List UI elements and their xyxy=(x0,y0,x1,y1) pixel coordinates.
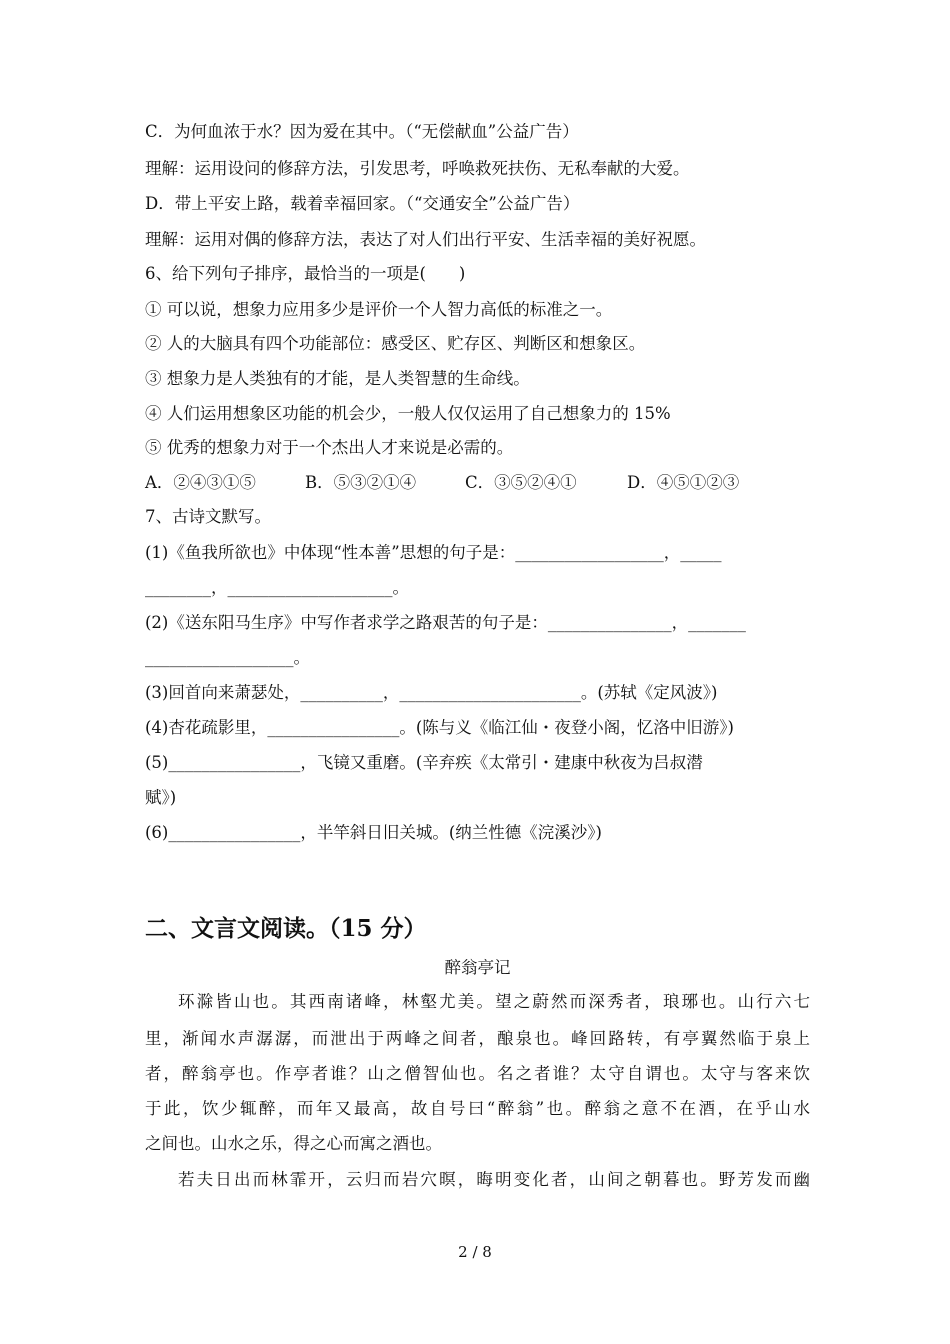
poem-fill-1a: (1)《鱼我所欲也》中体现“性本善”思想的句子是：__________________，_____ xyxy=(145,543,722,562)
question-7: 7、古诗文默写。 xyxy=(145,507,271,526)
option-c: C．为何血浓于水？因为爱在其中。（“无偿献血”公益广告） xyxy=(145,122,579,141)
passage-line: 若夫日出而林霏开，云归而岩穴暝，晦明变化者，山间之朝暮也。野芳发而幽 xyxy=(178,1170,810,1189)
sentence-4: ④ 人们运用想象区功能的机会少，一般人仅仅运用了自己想象力的 15% xyxy=(145,404,671,423)
sentence-5: ⑤ 优秀的想象力对于一个杰出人才来说是必需的。 xyxy=(145,438,514,457)
option-d-explanation: 理解：运用对偶的修辞方法，表达了对人们出行平安、生活幸福的美好祝愿。 xyxy=(145,230,706,249)
passage-line: 里，渐闻水声潺潺，而泄出于两峰之间者，酿泉也。峰回路转，有亭翼然临于泉上 xyxy=(145,1029,810,1048)
passage-line: 者，醉翁亭也。作亭者谁？山之僧智仙也。名之者谁？太守自谓也。太守与客来饮 xyxy=(145,1064,810,1083)
option-d: D．带上平安上路，载着幸福回家。（“交通安全”公益广告） xyxy=(145,194,580,213)
passage-line: 环滁皆山也。其西南诸峰，林壑尤美。望之蔚然而深秀者，琅琊也。山行六七 xyxy=(178,992,810,1011)
sentence-1: ① 可以说，想象力应用多少是评价一个人智力高低的标准之一。 xyxy=(145,300,613,319)
option-c-explanation: 理解：运用设问的修辞方法，引发思考，呼唤救死扶伤、无私奉献的大爱。 xyxy=(145,159,690,178)
poem-fill-6: (6)________________，半竿斜日旧关城。(纳兰性德《浣溪沙》) xyxy=(145,823,602,842)
passage-line: 于此，饮少辄醉，而年又最高，故自号曰“醉翁”也。醉翁之意不在酒，在乎山水 xyxy=(145,1099,810,1118)
sentence-2: ② 人的大脑具有四个功能部位：感受区、贮存区、判断区和想象区。 xyxy=(145,334,646,353)
poem-fill-4: (4)杏花疏影里，________________。(陈与义《临江仙・夜登小阁，忆洛中旧游》) xyxy=(145,718,734,737)
poem-fill-5b: 赋》) xyxy=(145,788,177,807)
poem-fill-3: (3)回首向来萧瑟处，__________，______________________。(苏轼《定风波》) xyxy=(145,683,718,702)
sentence-3: ③ 想象力是人类独有的才能，是人类智慧的生命线。 xyxy=(145,369,530,388)
passage-line: 之间也。山水之乐，得之心而寓之酒也。 xyxy=(145,1134,442,1153)
option-a: A．②④③①⑤ xyxy=(145,473,256,492)
poem-fill-2b: __________________。 xyxy=(145,648,310,667)
poem-fill-1b: ________，____________________。 xyxy=(145,578,409,597)
page-number: 2 / 8 xyxy=(458,1243,492,1261)
poem-fill-5a: (5)________________，飞镜又重磨。(辛弃疾《太常引・建康中秋夜为吕叔潜 xyxy=(145,753,703,772)
question-6: 6、给下列句子排序，最恰当的一项是( ) xyxy=(145,264,466,283)
option-d-order: D．④⑤①②③ xyxy=(627,473,740,492)
poem-fill-2a: (2)《送东阳马生序》中写作者求学之路艰苦的句子是：_______________，_______ xyxy=(145,613,746,632)
option-b: B．⑤③②①④ xyxy=(305,473,417,492)
option-c-order: C．③⑤②④① xyxy=(465,473,577,492)
answer-options xyxy=(145,471,739,495)
section-2-heading: 二、文言文阅读。（15 分） xyxy=(145,915,427,942)
passage-title: 醉翁亭记 xyxy=(444,958,511,977)
